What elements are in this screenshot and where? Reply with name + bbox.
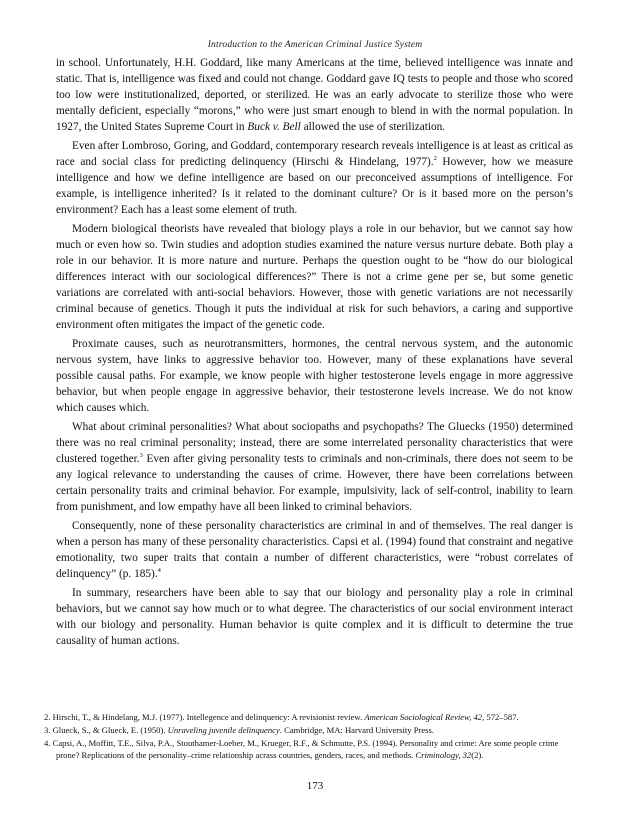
italic-text: Criminology, 32 bbox=[415, 750, 472, 761]
footnotes bbox=[44, 711, 576, 762]
text-run: in school. Unfortunately, H.H. Goddard, like many Americans at the time, believed intelligence was innate and static. That is, intelligence was fixed and could not change. Goddard gave IQ tests to people and those who scored too low were institutionalized, deported, or sterilized. He was an early advocate to sterilize those who were mentally deficient, especially “morons,” who were just smart enough to blend in with the normal population. In 1927, the United States Supreme Court in bbox=[56, 57, 573, 133]
paragraph bbox=[56, 55, 573, 135]
text-run: 3. Glueck, S., & Glueck, E. (1950). bbox=[44, 724, 168, 735]
text-run: 4. Capsi, A., Moffitt, T.E., Silva, P.A., Stouthamer-Loeber, M., Krueger, R.F., & Schmutte, P.S. (1994). Personality and crime: Are some people crime prone? Replications of the personality–crime relationship acrass countries, genders, races, and methods. bbox=[44, 737, 559, 761]
text-run: 572–587. bbox=[484, 712, 519, 722]
italic-text: Buck v. Bell bbox=[247, 121, 301, 133]
footnote-4 bbox=[44, 737, 576, 763]
text-run: (2). bbox=[471, 750, 484, 761]
text-run: 2. Hirschi, T., & Hindelang, M.J. (1977). Intellegence and delinquency: A revisionist review. bbox=[44, 712, 365, 722]
text-run: . Cambridge, MA: Harvard University Press. bbox=[279, 724, 434, 735]
text-run: Modern biological theorists have revealed that biology plays a role in our behavior, but we cannot say how much or even how so. Twin studies and adoption studies examined the nature versus nurture debate. Both play a role in our behavior. It is more nature and nurture. Perhaps the question ought to be “how do our biological differences interact with our sociological differences?” There is not a crime gene per se, but some genetic variations are correlated with anti-social behaviors. However, those with genetic variations are not necessarily criminal because of genetics. Though it puts the individual at risk for such behaviors, a caring and supportive environment often mitigates the impact of the genetic code. bbox=[56, 223, 573, 331]
footnote-2 bbox=[44, 711, 576, 724]
body-text bbox=[56, 55, 573, 652]
text-run: What about criminal personalities? What about sociopaths and psychopaths? The Gluecks (1950) determined there was no real criminal personality; instead, there are some interrelated personality characteristics that were clustered together. bbox=[56, 421, 573, 465]
footnote-3 bbox=[44, 724, 576, 737]
text-run: In summary, researchers have been able to say that our biology and personality play a role in criminal behaviors, but we cannot say how much or to what degree. The characteristics of our social environment interact with our biology and personality. Human behavior is quite complex and it is difficult to determine the true causality of human actions. bbox=[56, 587, 573, 647]
text-run: Proximate causes, such as neurotransmitters, hormones, the central nervous system, and the autonomic nervous system, have links to aggressive behavior too. However, many of these explanations have several possible causal paths. For example, we know people with higher testosterone levels engage in more aggressive behavior, but when people engage in aggressive behavior, their testosterone levels increase. We do not know which causes which. bbox=[56, 338, 573, 414]
running-header: Introduction to the American Criminal Justice System bbox=[207, 40, 423, 50]
text-run: Even after Lombroso, Goring, and Goddard, contemporary research reveals intelligence is at least as critical as race and social class for predicting delinquency (Hirschi & Hindelang, 1977). bbox=[56, 140, 573, 168]
italic-text: American Sociological Review, 42, bbox=[364, 712, 485, 722]
paragraph bbox=[56, 419, 573, 515]
paragraph bbox=[56, 221, 573, 333]
paragraph bbox=[56, 336, 573, 416]
text-run: Even after giving personality tests to criminals and non-criminals, there does not seem to be any logical relevance to understanding the causes of crime. However, there have been correlations between certain personality traits and criminal behavior. For example, impulsivity, lack of self-control, inability to learn from punishment, and low empathy have all been linked to criminal behaviors. bbox=[56, 453, 573, 513]
text-run: allowed the use of sterilization. bbox=[300, 121, 446, 133]
page-number: 173 bbox=[306, 780, 324, 792]
italic-text: Unraveling juvenile delinquency bbox=[167, 724, 280, 735]
text-run: Consequently, none of these personality characteristics are criminal in and of themselves. The real danger is when a person has many of these personality characteristics. Capsi et al. (1994) found that constraint and negative emotionality, two super traits that contain a number of different characteristics, were “robust correlates of delinquency” (p. 185). bbox=[56, 520, 573, 580]
footnote-marker: 2 bbox=[433, 155, 437, 162]
text-run: However, how we measure intelligence and how we define intelligence are based on our preconceived assumptions of intelligence. For example, is intelligence inherited? Is it related to the dominant culture? Or is it based more on the person’s environment? Each has a least some element of truth. bbox=[56, 156, 573, 216]
paragraph bbox=[56, 585, 573, 649]
footnote-marker: 4 bbox=[157, 567, 161, 574]
footnote-marker: 3 bbox=[139, 452, 143, 459]
paragraph bbox=[56, 518, 573, 582]
paragraph bbox=[56, 138, 573, 218]
